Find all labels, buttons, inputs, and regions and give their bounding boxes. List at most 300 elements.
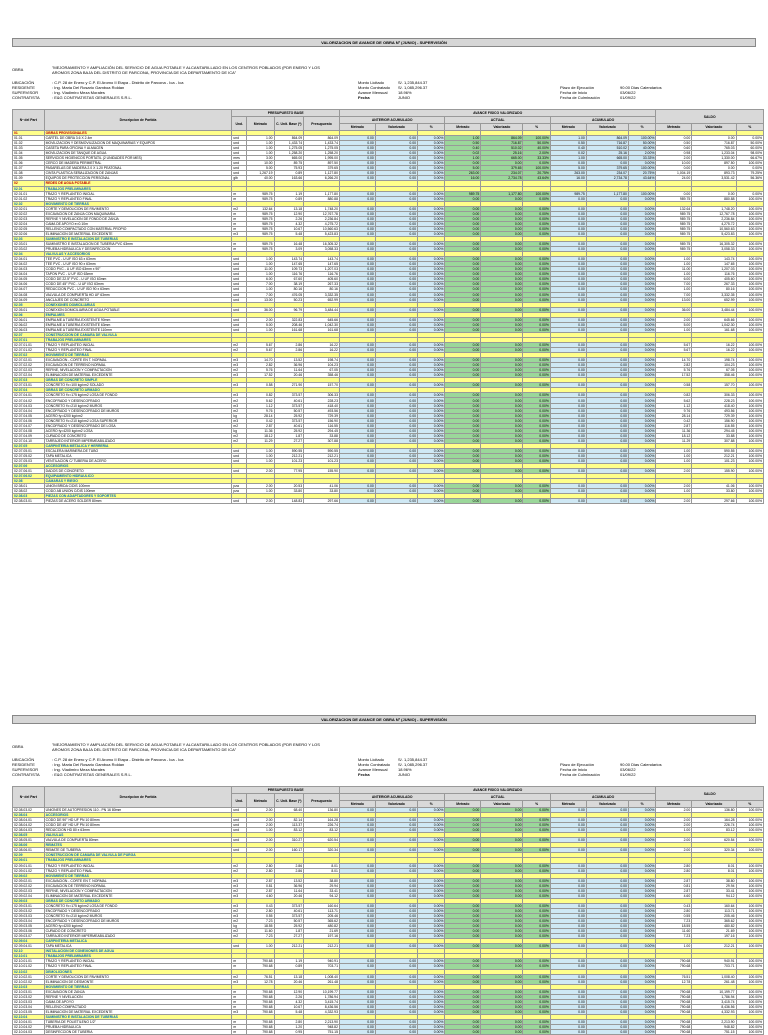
table-cell: 0.00% xyxy=(523,358,550,363)
table-cell: 0.00 xyxy=(375,206,417,211)
table-cell: 0.00 xyxy=(550,282,586,287)
table-cell: REMATE DE TUBERIA xyxy=(44,848,232,853)
table-cell: 379.65 xyxy=(304,166,340,171)
table-cell: 0.00 xyxy=(445,823,481,828)
table-cell: 0.00 xyxy=(550,964,586,969)
table-cell: 212.21 xyxy=(274,944,304,949)
table-cell: 379.65 xyxy=(586,166,628,171)
table-cell: 0.00 xyxy=(550,363,586,368)
table-cell: 0.00 xyxy=(339,242,375,247)
table-cell: 0.00% xyxy=(523,448,550,453)
table-cell: 148.83 xyxy=(274,499,304,504)
table-cell: 590.55 xyxy=(274,448,304,453)
table-cell: 0.00 xyxy=(586,373,628,378)
table-cell: 100.00% xyxy=(736,924,763,929)
table-cell: 790.68 xyxy=(247,989,274,994)
sub-valorizado: Valorizado xyxy=(586,124,628,131)
table-cell: 261.48 xyxy=(304,979,340,984)
table-cell: 645.66 xyxy=(304,317,340,322)
table-cell: 0.00 xyxy=(481,226,523,231)
table-cell: 13.18 xyxy=(274,206,304,211)
table-cell: 0.00% xyxy=(418,257,445,262)
table-cell: m2 xyxy=(232,368,247,373)
table-cell: 0.00% xyxy=(523,408,550,413)
table-cell: 0.00 xyxy=(375,1019,417,1024)
table-cell: 02.09 xyxy=(13,853,45,858)
table-cell: 989.75 xyxy=(247,247,274,252)
table-cell: 100.00% xyxy=(523,191,550,196)
table-cell: 2.80 xyxy=(274,1019,304,1024)
sub-valorizado: Valorizado xyxy=(692,801,736,808)
contratado-value: S/. 1,085,296.37 xyxy=(398,762,428,767)
table-cell: 3,531.42 xyxy=(692,176,736,181)
table-cell: 989.75 xyxy=(247,226,274,231)
table-cell: 0.00 xyxy=(339,848,375,853)
table-cell: 0.00 xyxy=(375,828,417,833)
table-cell: 0.00 xyxy=(339,989,375,994)
culminacion-label: Fecha de Culminación xyxy=(560,95,600,100)
table-cell: 0.00% xyxy=(523,398,550,403)
table-cell: 2.00 xyxy=(247,484,274,489)
table-cell: 0.00 xyxy=(375,913,417,918)
table-cell: 0.00 xyxy=(375,979,417,984)
table-cell: 0.00 xyxy=(445,403,481,408)
table-cell: 0.00 xyxy=(339,979,375,984)
table-cell: 0.00 xyxy=(481,964,523,969)
table-cell: 143.74 xyxy=(692,257,736,262)
table-cell: 0.00% xyxy=(523,1025,550,1030)
table-cell: 0.42 xyxy=(656,418,692,423)
table-cell: 989.75 xyxy=(656,226,692,231)
table-cell: 0.00 xyxy=(375,413,417,418)
table-cell: 0.00% xyxy=(523,292,550,297)
table-cell: 0.00% xyxy=(418,908,445,913)
table-cell: 0.00 xyxy=(656,136,692,141)
table-cell: 0.00 xyxy=(586,327,628,332)
table-cell: 1,330.00 xyxy=(692,156,736,161)
table-cell: 0.00 xyxy=(445,979,481,984)
table-cell: CERCO DE MADERA PERIMETRAL xyxy=(44,161,232,166)
table-cell: 100.00% xyxy=(736,438,763,443)
table-cell: 0.00 xyxy=(586,888,628,893)
table-cell: 0.00% xyxy=(523,307,550,312)
table-cell: 0.00 xyxy=(550,358,586,363)
contratado-label: Monto Contratado xyxy=(358,762,391,767)
table-cell: 1,177.80 xyxy=(586,191,628,196)
table-cell: 0.00 xyxy=(375,878,417,883)
table-cell: 56.36% xyxy=(736,176,763,181)
table-cell: 0.00 xyxy=(586,994,628,999)
table-cell: 100.00% xyxy=(736,272,763,277)
table-cell: 989.75 xyxy=(247,191,274,196)
table-cell: 100.00% xyxy=(736,929,763,934)
table-cell: 0.42 xyxy=(247,418,274,423)
table-cell: 0.00% xyxy=(523,1009,550,1014)
table-cell: 373.57 xyxy=(274,903,304,908)
table-cell: und xyxy=(232,469,247,474)
table-cell: 0.00 xyxy=(586,1009,628,1014)
table-cell: 0.00% xyxy=(523,413,550,418)
table-cell: 10,560.63 xyxy=(692,226,736,231)
table-cell: 100.00% xyxy=(736,868,763,873)
residente-label: RESIDENTE xyxy=(12,762,35,767)
fecha-value: JUNIO xyxy=(398,95,410,100)
table-cell: 0.00% xyxy=(523,994,550,999)
table-cell: 0.00 xyxy=(481,499,523,504)
table-cell: 0.00 xyxy=(481,211,523,216)
table-cell: 0.00 xyxy=(445,868,481,873)
table-cell: 0.00 xyxy=(339,403,375,408)
table-cell: 0.00 xyxy=(375,146,417,151)
table-cell: 02.08.02 xyxy=(13,489,45,494)
table-cell: 0.00 xyxy=(375,989,417,994)
table-cell: OBRAS DE CONCRETO SIMPLE xyxy=(44,378,232,383)
table-cell: 2,734.78 xyxy=(481,176,523,181)
table-cell: 0.00 xyxy=(445,267,481,272)
table-cell: 02.07.04.08 xyxy=(13,428,45,433)
table-cell: 116.55 xyxy=(692,423,736,428)
table-cell: 02.08.06 xyxy=(13,843,45,848)
table-cell: 132.64 xyxy=(247,206,274,211)
table-cell: 157.70 xyxy=(692,383,736,388)
table-cell: 0.00 xyxy=(586,211,628,216)
table-cell: 116.76 xyxy=(274,272,304,277)
table-cell: 0.00 xyxy=(481,489,523,494)
table-cell: CODO DE 90° HD UF PN 10 80mm xyxy=(44,818,232,823)
table-cell: 0.00% xyxy=(523,989,550,994)
ubicacion-value: : C.P. 28 de Enero y C.P. El Aromo II Etapa - Distrito de Parcona - Ica - Ica xyxy=(52,757,184,762)
table-cell: 0.00 xyxy=(586,903,628,908)
table-cell: 66.67% xyxy=(736,156,763,161)
table-cell: 0.00 xyxy=(375,226,417,231)
table-cell: 0.00 xyxy=(339,342,375,347)
table-cell: 0.00 xyxy=(339,282,375,287)
table-cell: TEE PVC - U UF ISO 90 x 63mm xyxy=(44,262,232,267)
table-cell: 0.00 xyxy=(586,287,628,292)
project-info xyxy=(0,47,768,109)
table-cell: 0.00 xyxy=(339,373,375,378)
table-cell: 100.00% xyxy=(736,1030,763,1035)
table-cell: und xyxy=(232,838,247,843)
table-cell: m2 xyxy=(232,868,247,873)
col-metrado: Metrado xyxy=(247,117,274,131)
table-cell: und xyxy=(232,257,247,262)
table-cell: 0.00 xyxy=(339,919,375,924)
table-cell: 8.01 xyxy=(692,868,736,873)
table-cell: 10,199.77 xyxy=(692,989,736,994)
col-anterior: ANTERIOR ACUMULADO xyxy=(339,794,444,801)
table-cell: 02.04.06 xyxy=(13,282,45,287)
avance-value: 18.96% xyxy=(398,90,412,95)
table-cell: CARTEL DE OBRA 3.6 X 2.4m xyxy=(44,136,232,141)
table-cell: 0.00% xyxy=(523,226,550,231)
table-cell: 212.21 xyxy=(304,454,340,459)
table-cell: 02.09.01.01 xyxy=(13,863,45,868)
table-cell: 1.00 xyxy=(247,489,274,494)
table-cell: 1.00 xyxy=(656,828,692,833)
table-cell: 0.00% xyxy=(418,989,445,994)
table-cell: ENCOFRADO Y DESENCOFRADO xyxy=(44,398,232,403)
supervisor-value: : Ing. Vladimiro Meza Morales xyxy=(52,767,105,772)
table-cell: 0.00 xyxy=(445,438,481,443)
table-cell: 0.00% xyxy=(523,262,550,267)
table-cell: 0.00 xyxy=(339,221,375,226)
table-cell: 0.00 xyxy=(481,257,523,262)
table-cell: und xyxy=(232,141,247,146)
table-cell: 0.43 xyxy=(656,903,692,908)
table-cell: 83.12 xyxy=(692,828,736,833)
table-cell: 0.00 xyxy=(550,959,586,964)
table-cell: 76.51 xyxy=(247,974,274,979)
table-cell: 100.00% xyxy=(736,317,763,322)
table-cell: 0.00 xyxy=(481,307,523,312)
table-cell: 16.22 xyxy=(304,342,340,347)
table-cell: 0.00 xyxy=(481,398,523,403)
table-cell: und xyxy=(232,272,247,277)
table-cell: 02.09.02.02 xyxy=(13,883,45,888)
table-cell: 0.00 xyxy=(445,908,481,913)
table-cell: 02.04.01 xyxy=(13,257,45,262)
table-cell: 864.09 xyxy=(304,136,340,141)
table-cell: 02.10.03.05 xyxy=(13,1009,45,1014)
table-cell: 0.00% xyxy=(628,1009,655,1014)
table-row xyxy=(13,499,764,504)
table-cell: 0.00 xyxy=(339,459,375,464)
table-cell: 1.00 xyxy=(247,448,274,453)
table-cell: 147.65 xyxy=(692,262,736,267)
table-cell: m3 xyxy=(232,373,247,378)
table-cell: 02.09.02 xyxy=(13,873,45,878)
table-cell: 1,258.20 xyxy=(274,151,304,156)
table-cell: 0.00 xyxy=(550,373,586,378)
table-cell: 100.00% xyxy=(736,454,763,459)
table-cell: 405.60 xyxy=(692,277,736,282)
table-cell: 0.00 xyxy=(375,454,417,459)
table-cell: 1,177.80 xyxy=(481,191,523,196)
table-cell: 0.00 xyxy=(339,166,375,171)
table-cell: 33.33% xyxy=(628,156,655,161)
table-cell: 33.41 xyxy=(692,888,736,893)
table-cell: 02.06 xyxy=(13,312,45,317)
table-cell: 5.76 xyxy=(656,368,692,373)
table-cell: 0.00 xyxy=(481,979,523,984)
table-cell: 0.00% xyxy=(418,191,445,196)
table-cell: 0.00% xyxy=(418,484,445,489)
inicio-label: Fecha de Inicio xyxy=(560,90,588,95)
table-cell: 2.00 xyxy=(656,838,692,843)
table-cell: 02.09.02.03 xyxy=(13,888,45,893)
table-cell: m xyxy=(232,999,247,1004)
table-cell: 5.67 xyxy=(247,348,274,353)
table-cell: 0.00 xyxy=(481,358,523,363)
table-cell: 77.95 xyxy=(274,469,304,474)
table-cell: 02.10.01.01 xyxy=(13,959,45,964)
table-cell: und xyxy=(232,287,247,292)
table-cell: 0.00 xyxy=(481,231,523,236)
table-cell: 1.00 xyxy=(247,136,274,141)
table-cell: 790.68 xyxy=(656,1025,692,1030)
table-cell: 0.00 xyxy=(375,994,417,999)
table-cell: TRAZO Y REPLANTEO INICIAL xyxy=(44,191,232,196)
table-cell: 205.46 xyxy=(304,913,340,918)
table-cell: 100.00% xyxy=(736,418,763,423)
table-cell: 307.88 xyxy=(692,438,736,443)
table-cell: 1.00 xyxy=(656,448,692,453)
table-cell: 0.00 xyxy=(550,913,586,918)
contratista-value: : E&G CONTRATISTAS GENERALES S.R.L. xyxy=(52,772,132,777)
col-acumulado: ACUMULADO xyxy=(550,794,655,801)
table-cell: 0.00% xyxy=(418,136,445,141)
table-cell: 0.00 xyxy=(586,418,628,423)
table-cell: 0.81 xyxy=(656,883,692,888)
table-cell: CONCRETO f'c=100 kg/cm2 SOLADO xyxy=(44,383,232,388)
residente-value: : Ing. Maria Del Rosario Gamboa Roldan xyxy=(52,85,125,90)
table-cell: 0.00 xyxy=(445,929,481,934)
table-cell: 306.33 xyxy=(304,393,340,398)
table-cell: 0.00 xyxy=(550,297,586,302)
table-cell: 0.00% xyxy=(418,979,445,984)
table-cell: 161.68 xyxy=(274,327,304,332)
table-cell: 365.62 xyxy=(304,919,340,924)
sub-valorizado: Valorizado xyxy=(692,124,736,131)
table-cell: 0.00 xyxy=(550,908,586,913)
table-cell: 0.00 xyxy=(586,959,628,964)
table-cell: 0.00 xyxy=(339,277,375,282)
table-cell: 0.00 xyxy=(339,913,375,918)
table-cell: 0.00 xyxy=(550,206,586,211)
table-cell: TRAZO Y REPLANTEO FINAL xyxy=(44,868,232,873)
table-cell: 0.00 xyxy=(445,1025,481,1030)
table-cell: 0.00 xyxy=(692,166,736,171)
table-cell: 0.00% xyxy=(523,257,550,262)
table-cell: 790.68 xyxy=(656,959,692,964)
table-cell: EXCAVACION DE ZANJA xyxy=(44,989,232,994)
table-cell: m3 xyxy=(232,358,247,363)
sub-metrado: Metrado xyxy=(339,801,375,808)
table-cell: 43.64% xyxy=(628,176,655,181)
table-cell: 0.00 xyxy=(375,418,417,423)
table-cell: 0.00 xyxy=(339,944,375,949)
table-cell: 2.00 xyxy=(656,818,692,823)
table-cell: 0.00 xyxy=(375,368,417,373)
table-cell: 136.80 xyxy=(692,808,736,813)
table-cell: 33.88 xyxy=(304,433,340,438)
table-cell: 0.00 xyxy=(550,257,586,262)
table-cell: 0.00 xyxy=(445,448,481,453)
obra-label: OBRA xyxy=(12,744,24,749)
table-cell: OBRAS PROVISIONALES xyxy=(44,131,232,136)
table-cell: 0.00 xyxy=(550,418,586,423)
table-cell: 0.00 xyxy=(375,808,417,813)
table-cell: 0.00% xyxy=(418,216,445,221)
table-cell: INSTALACION DE CONEXIONES DE AGUA xyxy=(44,949,232,954)
table-cell: 0.00% xyxy=(523,908,550,913)
table-cell: 0.00 xyxy=(586,317,628,322)
table-cell: 02.07.05.03 xyxy=(13,459,45,464)
table-cell: CARPINTERIA METALICA xyxy=(44,939,232,944)
sub-metrado: Metrado xyxy=(445,124,481,131)
table-cell: 100.00% xyxy=(736,292,763,297)
table-cell: 100.00% xyxy=(736,211,763,216)
table-cell: 36.96 xyxy=(274,363,304,368)
table-cell: PRUEBA HIDRAULICA xyxy=(44,1025,232,1030)
table-cell: 0.00 xyxy=(550,903,586,908)
table-cell: 80.16 xyxy=(274,287,304,292)
table-cell: 0.00 xyxy=(481,242,523,247)
table-cell: 0.00% xyxy=(418,459,445,464)
table-cell: 33.41 xyxy=(304,888,340,893)
report-title: VALORIZACION DE AVANCE DE OBRA Nº (JUNIO) - SUPERVISIÓN xyxy=(12,715,756,724)
table-cell: m xyxy=(232,216,247,221)
table-cell: 11.36 xyxy=(247,428,274,433)
table-cell: 0.00 xyxy=(550,459,586,464)
table-cell: 1,275.05 xyxy=(304,146,340,151)
table-cell: 0.00 xyxy=(481,999,523,1004)
table-cell: 02.02.02 xyxy=(13,211,45,216)
table-cell: 100.00% xyxy=(736,459,763,464)
table-cell: CONSTRUCCION DE CAMARA DE VALVULA xyxy=(44,332,232,337)
table-cell: 0.00% xyxy=(628,438,655,443)
table-cell: 0.00% xyxy=(628,919,655,924)
table-cell: 0.00 xyxy=(550,1019,586,1024)
table-cell: 0.00 xyxy=(481,454,523,459)
table-cell: MOVIMIENTO DE TIERRAS xyxy=(44,353,232,358)
table-cell: m2 xyxy=(232,348,247,353)
table-cell: 0.00 xyxy=(339,838,375,843)
table-cell: 0.00 xyxy=(586,499,628,504)
table-cell: 02.10.03.01 xyxy=(13,989,45,994)
table-cell: 0.00 xyxy=(550,277,586,282)
table-cell: 0.00% xyxy=(628,403,655,408)
table-cell: 02.02.05 xyxy=(13,226,45,231)
table-cell: 320.34 xyxy=(692,848,736,853)
table-cell: 0.00% xyxy=(628,287,655,292)
table-cell: m3 xyxy=(232,363,247,368)
table-cell: 11.29 xyxy=(247,438,274,443)
table-cell: 493.56 xyxy=(692,408,736,413)
table-cell: 0.00% xyxy=(628,903,655,908)
table-cell: 28.14 xyxy=(247,413,274,418)
table-cell: 365.62 xyxy=(692,919,736,924)
table-cell: 0.00% xyxy=(628,348,655,353)
table-cell: 02.02.03 xyxy=(13,216,45,221)
table-cell: 13.18 xyxy=(274,974,304,979)
table-cell: 0.00% xyxy=(628,368,655,373)
table-cell: 0.00% xyxy=(523,823,550,828)
table-cell: und xyxy=(232,448,247,453)
table-cell: 10.67 xyxy=(274,1004,304,1009)
table-cell: 0.00 xyxy=(586,848,628,853)
table-cell: 0.00 xyxy=(339,908,375,913)
table-cell: 0.00 xyxy=(586,161,628,166)
table-cell: 0.00 xyxy=(339,888,375,893)
table-cell: 0.00 xyxy=(375,469,417,474)
table-cell: 0.00% xyxy=(418,287,445,292)
table-cell: 0.00 xyxy=(550,454,586,459)
table-cell: 0.00 xyxy=(586,297,628,302)
table-cell: 02.07.04.10 xyxy=(13,438,45,443)
table-cell: 0.00% xyxy=(628,383,655,388)
table-cell: 2.00 xyxy=(656,317,692,322)
table-cell: 02.07.02.01 xyxy=(13,358,45,363)
table-cell: 0.00 xyxy=(481,459,523,464)
table-cell: 212.21 xyxy=(274,454,304,459)
table-cell: 0.00% xyxy=(628,1019,655,1024)
table-cell: 358.46 xyxy=(692,373,736,378)
table-cell: 100.00% xyxy=(736,428,763,433)
table-cell: 0.00% xyxy=(523,454,550,459)
table-cell: 02.09.03.01 xyxy=(13,903,45,908)
